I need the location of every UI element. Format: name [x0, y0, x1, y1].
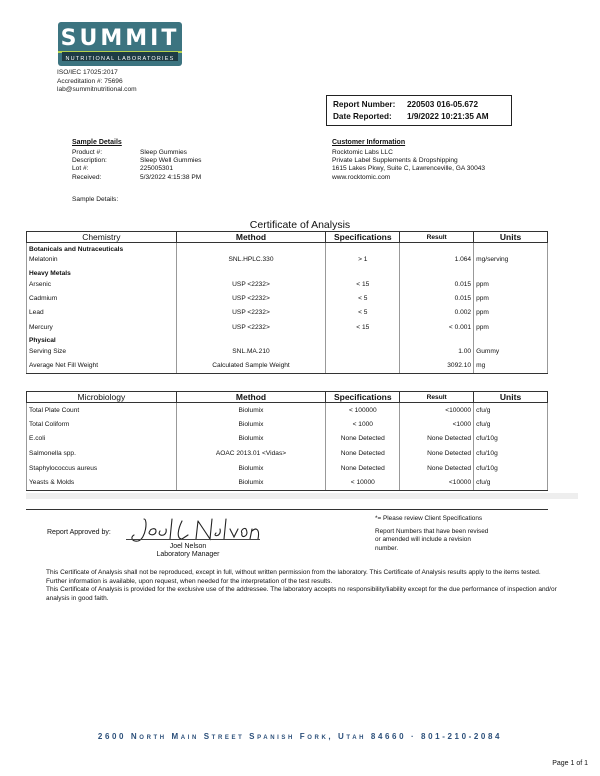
method-cell: Biolumix — [176, 417, 326, 432]
sample-field-value: Sleep Well Gummies — [140, 157, 202, 165]
table-row — [27, 461, 548, 476]
signer-block — [146, 543, 230, 560]
customer-line: 1615 Lakes Pkwy, Suite C, Lawrenceville, GA 30043 — [332, 165, 486, 173]
spec-cell: < 5 — [326, 291, 400, 305]
customer-line: Rocktomic Labs LLC — [332, 149, 393, 156]
footer-address: 2600 North Main Street Spanish Fork, Utah 84660 · 801-210-2084 — [97, 732, 503, 741]
analyte-cell: Average Net Fill Weight — [27, 359, 177, 373]
sample-details-heading: Sample Details — [72, 139, 122, 146]
divider-line — [26, 509, 548, 510]
col-header-units: Units — [474, 232, 548, 243]
col-header-method: Method — [176, 392, 326, 403]
customer-line: Private Label Supplements & Dropshipping — [332, 157, 458, 165]
spec-cell — [326, 344, 400, 358]
table-row — [27, 320, 548, 334]
result-cell: None Detected — [400, 461, 474, 476]
category-label: Botanicals and Nutraceuticals — [27, 243, 177, 253]
result-cell: 0.015 — [400, 277, 474, 291]
sample-field-label: Product #: — [72, 149, 103, 156]
empty-cell — [326, 334, 400, 344]
microbiology-header-row — [27, 392, 548, 403]
sample-field-value: 5/3/2022 4:15:38 PM — [140, 173, 202, 181]
units-cell: cfu/g — [474, 417, 548, 432]
organism-cell: Total Plate Count — [27, 403, 177, 418]
units-cell: mg — [474, 359, 548, 373]
col-header-units: Units — [474, 392, 548, 403]
amendment-note: Report Numbers that have been revised or amended will include a revision number. — [375, 528, 489, 552]
report-info-box — [326, 95, 512, 126]
page-number: Page 1 of 1 — [552, 760, 588, 767]
empty-cell — [176, 243, 326, 253]
organism-cell: E.coli — [27, 432, 177, 447]
signer-name: Joel Nelson — [169, 543, 207, 550]
spec-cell: < 15 — [326, 320, 400, 334]
empty-cell — [176, 267, 326, 277]
empty-cell — [400, 243, 474, 253]
accreditation-block — [57, 69, 137, 95]
section-divider-bar — [26, 493, 578, 499]
microbiology-table — [26, 391, 548, 491]
disclaimer — [46, 569, 561, 603]
method-cell: Calculated Sample Weight — [176, 359, 326, 373]
result-cell: 0.002 — [400, 306, 474, 320]
col-header-method: Method — [176, 232, 326, 243]
organism-cell: Staphylococcus aureus — [27, 461, 177, 476]
units-cell: ppm — [474, 320, 548, 334]
customer-info — [332, 149, 485, 182]
result-cell: 0.015 — [400, 291, 474, 305]
spec-note: *= Please review Client Specifications — [375, 515, 483, 522]
logo-word: SUMMIT — [60, 26, 180, 51]
empty-cell — [326, 267, 400, 277]
spec-cell: None Detected — [326, 446, 400, 461]
approved-by-label: Report Approved by: — [47, 529, 111, 536]
col-header-result: Result — [400, 232, 474, 243]
table-row — [27, 475, 548, 490]
method-cell: Biolumix — [176, 475, 326, 490]
chemistry-header-row — [27, 232, 548, 243]
result-cell: <100000 — [400, 403, 474, 418]
units-cell: ppm — [474, 306, 548, 320]
table-row — [27, 344, 548, 358]
result-cell: 3092.10 — [400, 359, 474, 373]
sample-details-label: Sample Details: — [72, 196, 119, 203]
units-cell: ppm — [474, 277, 548, 291]
col-header-specifications: Specifications — [326, 392, 400, 403]
organism-cell: Total Coliform — [27, 417, 177, 432]
col-header-chemistry: Chemistry — [27, 232, 177, 243]
certificate-title: Certificate of Analysis — [249, 219, 351, 231]
units-cell: cfu/10g — [474, 432, 548, 447]
empty-cell — [326, 243, 400, 253]
method-cell: USP <2232> — [176, 320, 326, 334]
lab-email: lab@summitnutritional.com — [57, 86, 137, 93]
customer-info-heading: Customer Information — [332, 139, 406, 146]
table-row — [27, 403, 548, 418]
organism-cell: Yeasts & Molds — [27, 475, 177, 490]
result-cell: 1.00 — [400, 344, 474, 358]
spec-cell: < 10000 — [326, 475, 400, 490]
method-cell: Biolumix — [176, 461, 326, 476]
summit-logo — [58, 22, 182, 66]
units-cell: cfu/10g — [474, 446, 548, 461]
chemistry-table — [26, 231, 548, 374]
sample-field-label: Received: — [72, 173, 102, 181]
table-row — [27, 417, 548, 432]
table-row — [27, 277, 548, 291]
method-cell: Biolumix — [176, 403, 326, 418]
organism-cell: Salmonella spp. — [27, 446, 177, 461]
signer-role: Laboratory Manager — [156, 551, 220, 559]
result-cell: None Detected — [400, 432, 474, 447]
result-cell: 1.064 — [400, 253, 474, 267]
result-cell: <1000 — [400, 417, 474, 432]
col-header-microbiology: Microbiology — [27, 392, 177, 403]
customer-website: www.rocktomic.com — [332, 173, 391, 181]
spec-cell: > 1 — [326, 253, 400, 267]
col-header-result: Result — [400, 392, 474, 403]
analyte-cell: Melatonin — [27, 253, 177, 267]
sample-details — [72, 149, 201, 182]
result-cell: < 0.001 — [400, 320, 474, 334]
table-row — [27, 359, 548, 373]
units-cell: cfu/g — [474, 475, 548, 490]
date-reported: 1/9/2022 10:21:35 AM — [407, 112, 489, 121]
empty-cell — [176, 334, 326, 344]
spec-cell: < 5 — [326, 306, 400, 320]
category-label: Physical — [27, 334, 177, 344]
iso-line: ISO/IEC 17025:2017 — [57, 69, 118, 76]
spec-cell — [326, 359, 400, 373]
spec-cell: None Detected — [326, 432, 400, 447]
date-reported-label: Date Reported: — [333, 112, 392, 121]
analyte-cell: Mercury — [27, 320, 177, 334]
method-cell: SNL.HPLC.330 — [176, 253, 326, 267]
empty-cell — [474, 267, 548, 277]
empty-cell — [474, 334, 548, 344]
table-row — [27, 291, 548, 305]
method-cell: USP <2232> — [176, 277, 326, 291]
table-row — [27, 446, 548, 461]
analyte-cell: Serving Size — [27, 344, 177, 358]
method-cell: Biolumix — [176, 432, 326, 447]
table-row — [27, 253, 548, 267]
col-header-specifications: Specifications — [326, 232, 400, 243]
sample-field-value: Sleep Gummies — [140, 149, 187, 156]
logo-subtitle: NUTRITIONAL LABORATORIES — [65, 56, 175, 62]
table-row — [27, 306, 548, 320]
spec-cell: < 1000 — [326, 417, 400, 432]
accreditation-number: Accreditation #: 75696 — [57, 77, 123, 85]
method-cell: USP <2232> — [176, 291, 326, 305]
category-label: Heavy Metals — [27, 267, 177, 277]
sample-field-value: 225005301 — [140, 165, 174, 173]
empty-cell — [400, 267, 474, 277]
method-cell: AOAC 2013.01 <Vidas> — [176, 446, 326, 461]
spec-cell: < 15 — [326, 277, 400, 291]
units-cell: ppm — [474, 291, 548, 305]
analyte-cell: Cadmium — [27, 291, 177, 305]
empty-cell — [400, 334, 474, 344]
category-row — [27, 334, 548, 344]
units-cell: Gummy — [474, 344, 548, 358]
units-cell: cfu/g — [474, 403, 548, 418]
analyte-cell: Arsenic — [27, 277, 177, 291]
disclaimer-paragraph: This Certificate of Analysis shall not be reproduced, except in full, without written permission from the laboratory. This Certificate of Analysis results apply to the items tested. Further information is available, upon request, when needed for the interpretation of the test results. — [46, 569, 541, 585]
sample-field-label: Description: — [72, 157, 107, 165]
table-row — [27, 432, 548, 447]
disclaimer-paragraph: This Certificate of Analysis is provided for the exclusive use of the addressee. The laboratory accepts no responsibility/liability except for the due performance of inspection and/or analysis in good faith. — [46, 586, 557, 602]
sample-field-label: Lot #: — [72, 165, 89, 173]
method-cell: SNL.MA.210 — [176, 344, 326, 358]
result-cell: <10000 — [400, 475, 474, 490]
result-cell: None Detected — [400, 446, 474, 461]
units-cell: cfu/10g — [474, 461, 548, 476]
spec-cell: None Detected — [326, 461, 400, 476]
empty-cell — [474, 243, 548, 253]
spec-cell: < 100000 — [326, 403, 400, 418]
report-number: 220503 016-05.672 — [407, 100, 479, 109]
units-cell: mg/serving — [474, 253, 548, 267]
category-row — [27, 267, 548, 277]
method-cell: USP <2232> — [176, 306, 326, 320]
analyte-cell: Lead — [27, 306, 177, 320]
report-number-label: Report Number: — [333, 100, 396, 109]
category-row — [27, 243, 548, 253]
signature-line — [126, 539, 260, 540]
notes-block — [375, 515, 495, 553]
